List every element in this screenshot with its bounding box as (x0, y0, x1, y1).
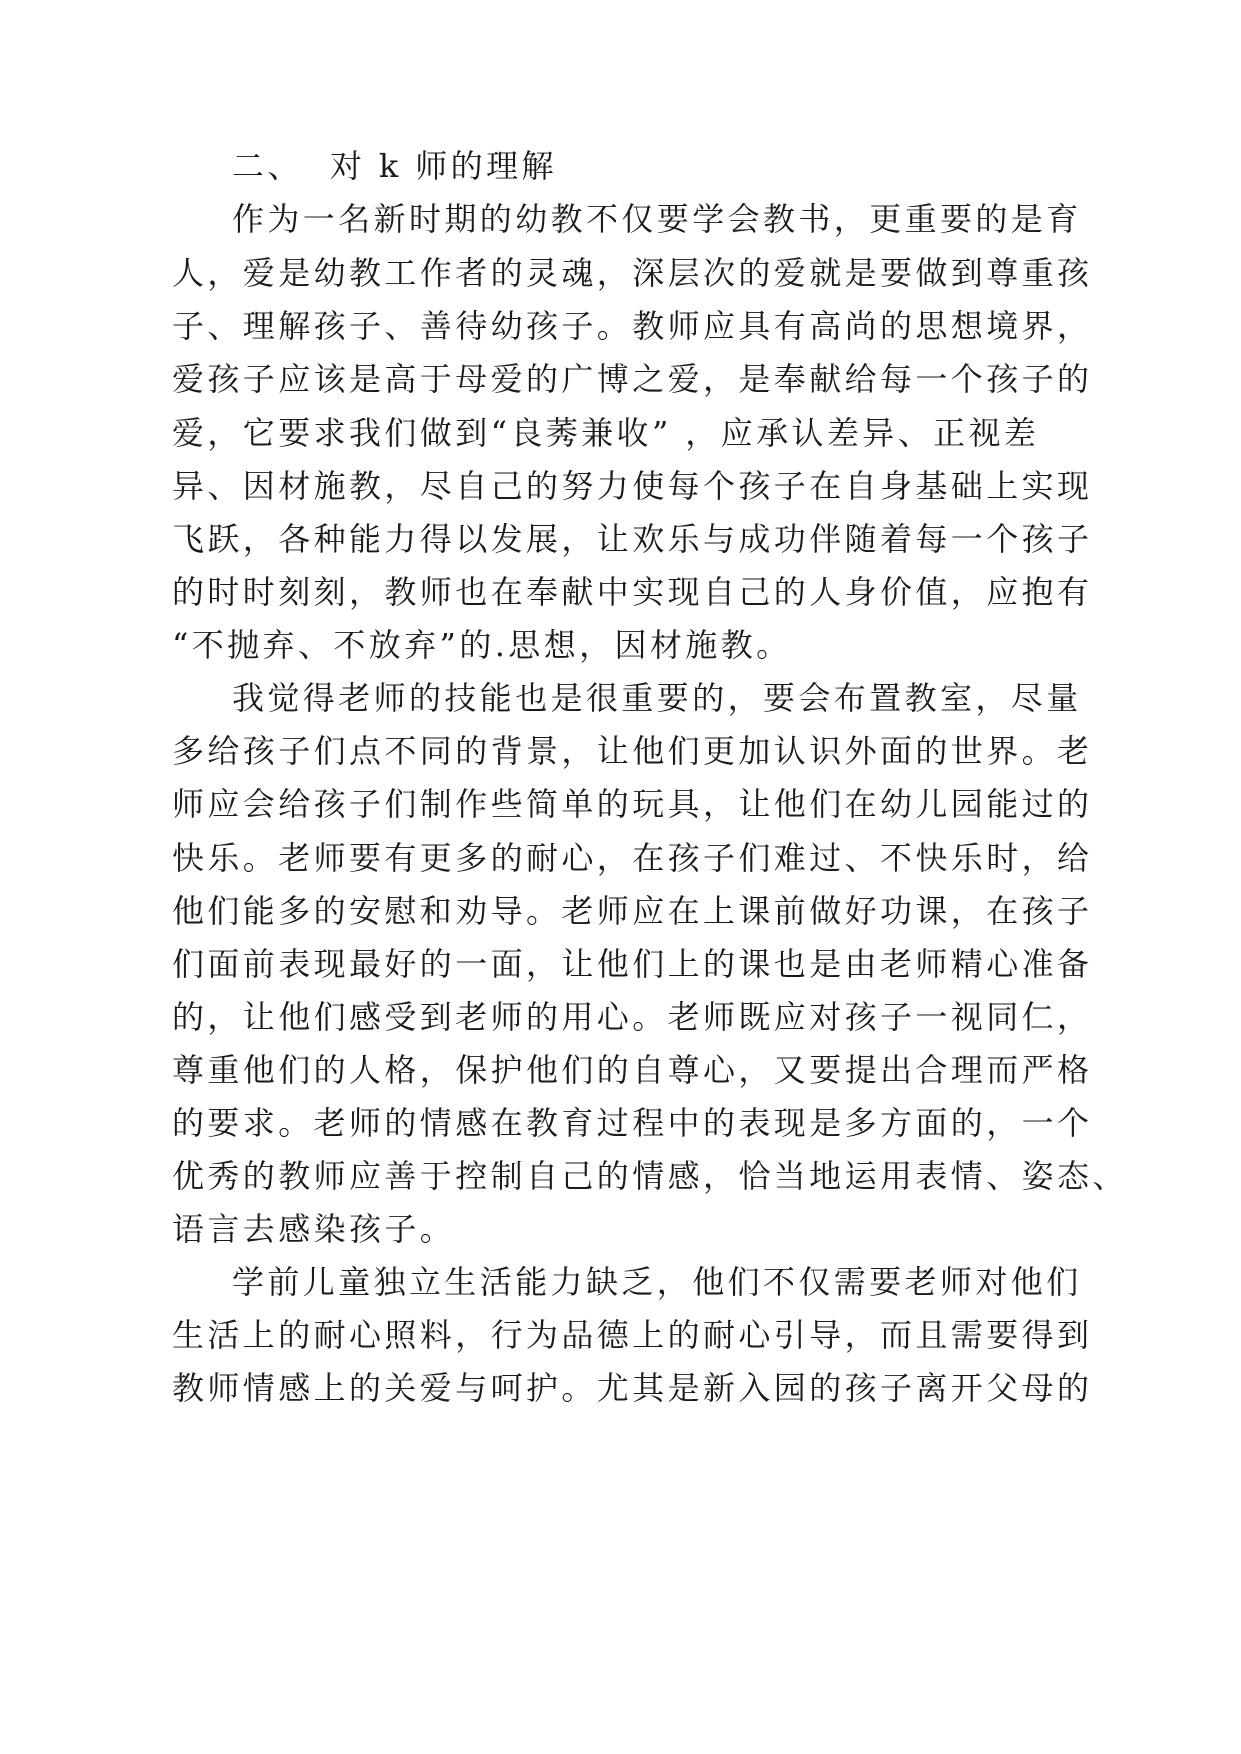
paragraph-2-line-6: 们面前表现最好的一面，让他们上的课也是由老师精心准备 (172, 945, 1093, 983)
paragraph-2-line-5: 他们能多的安慰和劝导。老师应在上课前做好功课，在孩子 (172, 892, 1093, 930)
paragraph-2-line-2: 多给孩子们点不同的背景，让他们更加认识外面的世界。老 (172, 732, 1093, 770)
paragraph-1-line-3: 子、理解孩子、善待幼孩子。教师应具有高尚的思想境界， (172, 307, 1093, 345)
paragraph-2-line-3: 师应会给孩子们制作些简单的玩具，让他们在幼儿园能过的 (172, 785, 1093, 823)
section-heading: 二、 对 k 师的理解 (232, 147, 557, 185)
paragraph-2-line-7: 的，让他们感受到老师的用心。老师既应对孩子一视同仁， (172, 998, 1093, 1036)
paragraph-2-line-10: 优秀的教师应善于控制自己的情感，恰当地运用表情、姿态、 (172, 1157, 1128, 1195)
paragraph-2-line-1: 我觉得老师的技能也是很重要的，要会布置教室，尽量 (232, 679, 1082, 717)
paragraph-2-line-9: 的要求。老师的情感在教育过程中的表现是多方面的，一个 (172, 1104, 1093, 1142)
paragraph-2-line-11: 语言去感染孩子。 (172, 1210, 456, 1248)
paragraph-1-line-5: 爱，它要求我们做到“良莠兼收” ，应承认差异、正视差 (172, 414, 1040, 452)
paragraph-3-line-3: 教师情感上的关爱与呵护。尤其是新入园的孩子离开父母的 (172, 1369, 1093, 1407)
paragraph-1-line-7: 飞跃，各种能力得以发展，让欢乐与成功伴随着每一个孩子 (172, 520, 1093, 558)
paragraph-1-line-2: 人，爱是幼教工作者的灵魂，深层次的爱就是要做到尊重孩 (172, 254, 1093, 292)
paragraph-2-line-4: 快乐。老师要有更多的耐心，在孩子们难过、不快乐时，给 (172, 839, 1093, 877)
paragraph-2-line-8: 尊重他们的人格，保护他们的自尊心，又要提出合理而严格 (172, 1051, 1093, 1089)
paragraph-1-line-4: 爱孩子应该是高于母爱的广博之爱，是奉献给每一个孩子的 (172, 360, 1093, 398)
paragraph-3-line-1: 学前儿童独立生活能力缺乏，他们不仅需要老师对他们 (232, 1263, 1082, 1301)
paragraph-1-line-8: 的时时刻刻，教师也在奉献中实现自己的人身价值，应抱有 (172, 573, 1093, 611)
paragraph-1-line-6: 异、因材施教，尽自己的努力使每个孩子在自身基础上实现 (172, 467, 1093, 505)
paragraph-3-line-2: 生活上的耐心照料，行为品德上的耐心引导，而且需要得到 (172, 1316, 1093, 1354)
paragraph-1-line-1: 作为一名新时期的幼教不仅要学会教书，更重要的是育 (232, 200, 1082, 238)
paragraph-1-line-9: “不抛弃、不放弃”的.思想，因材施教。 (172, 626, 792, 664)
